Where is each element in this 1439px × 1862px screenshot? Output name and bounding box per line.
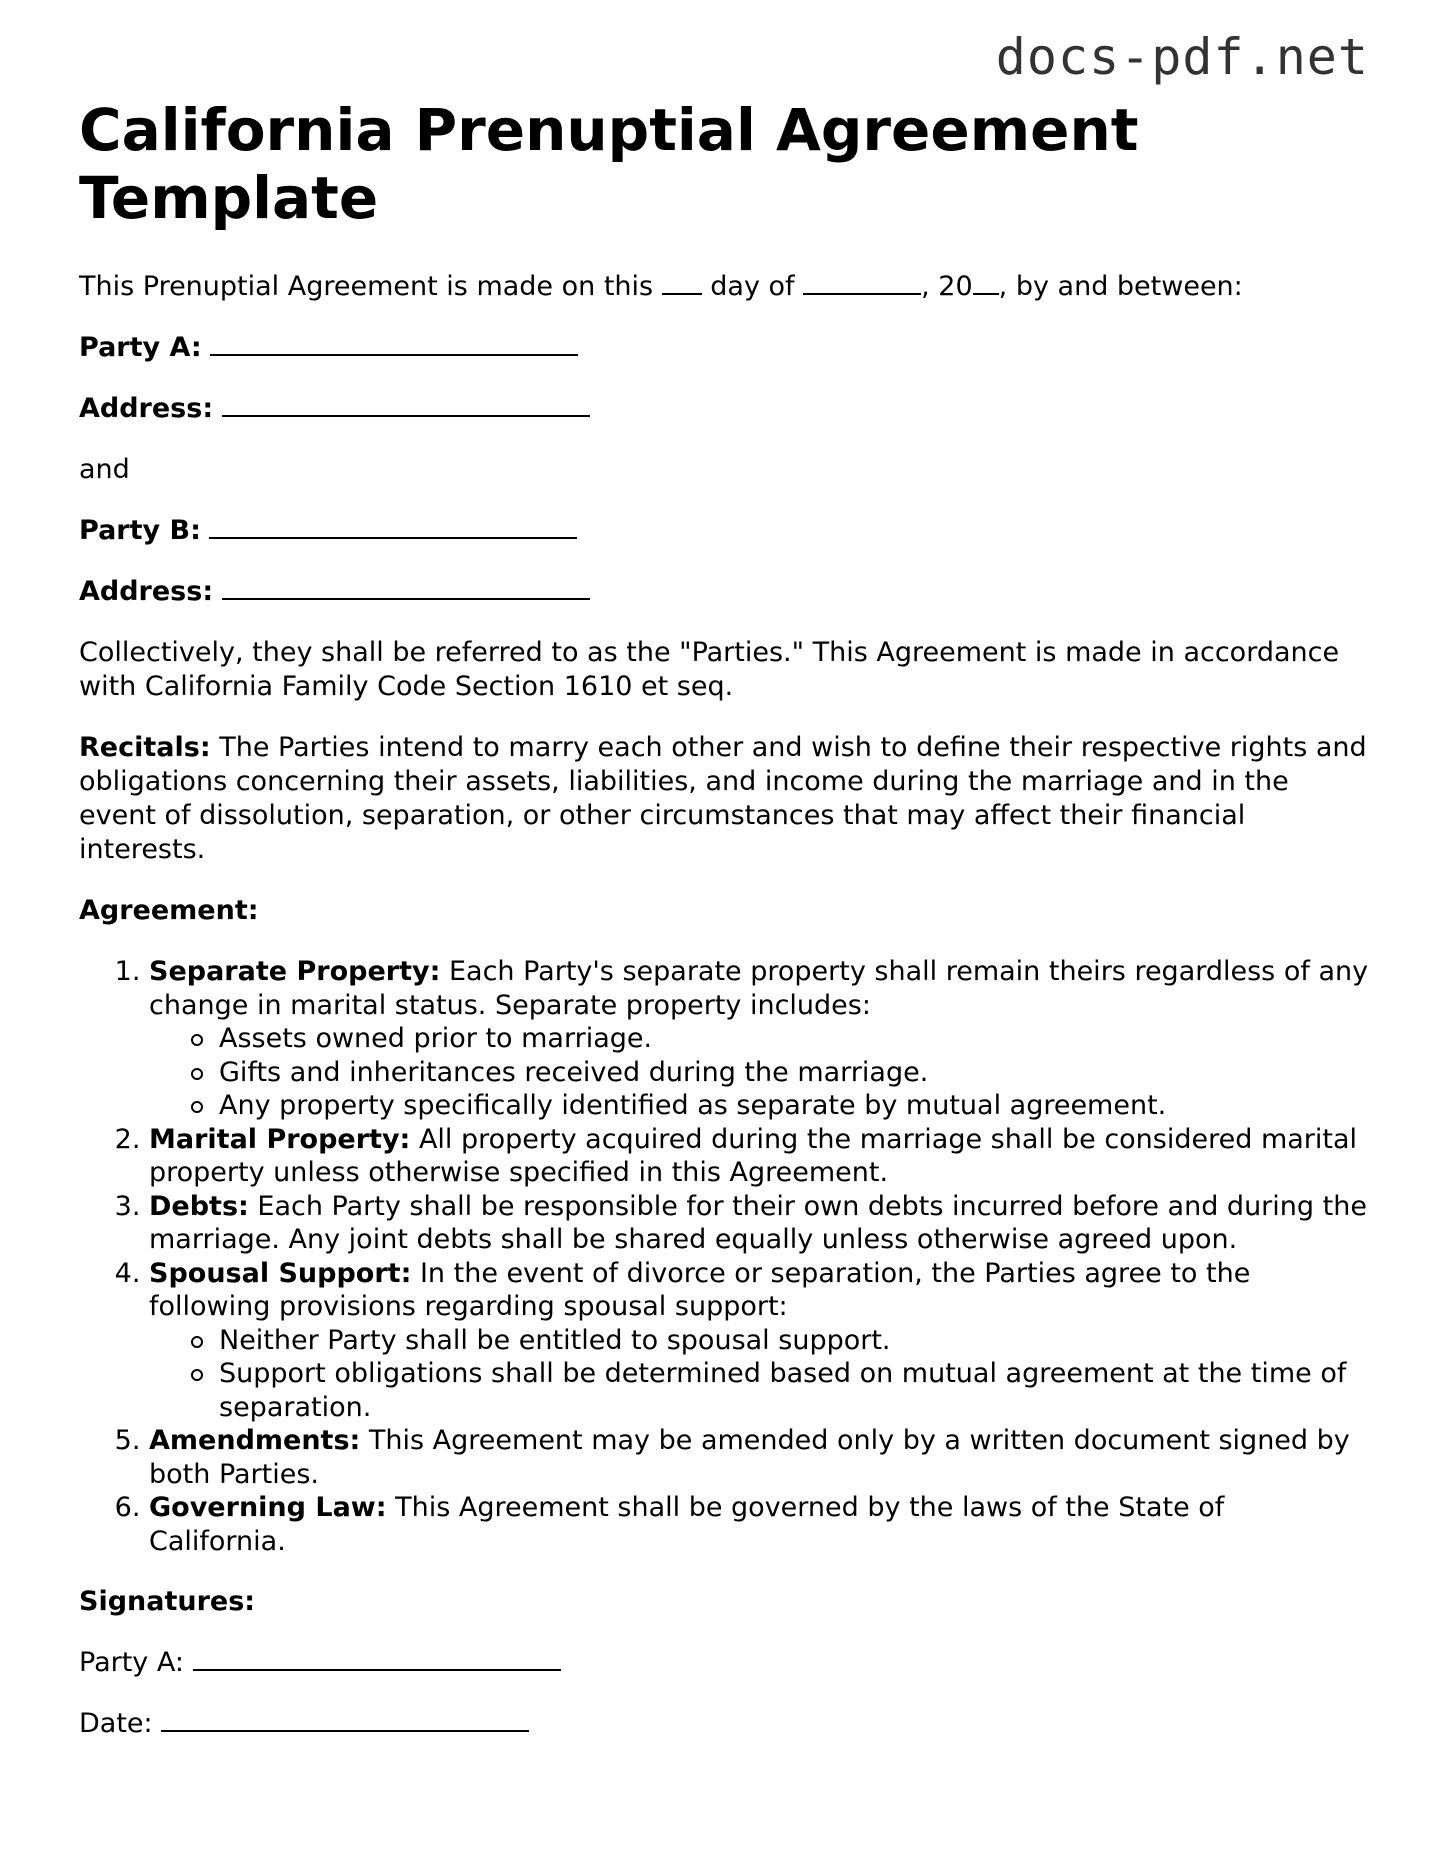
party-a-blank[interactable] bbox=[210, 332, 578, 356]
and-text: and bbox=[79, 454, 130, 485]
list-item: 6. Governing Law: This Agreement shall be governed by the laws of the State of California. bbox=[149, 1491, 1369, 1558]
sub-list-item: Any property specifically identified as separate by mutual agreement. bbox=[219, 1089, 1369, 1123]
party-a-address-field: Address: bbox=[79, 392, 1369, 426]
sub-list-item: Neither Party shall be entitled to spousal support. bbox=[219, 1324, 1369, 1358]
signature-date-field: Date: bbox=[79, 1707, 1369, 1741]
watermark: docs-pdf.net bbox=[995, 28, 1369, 86]
title-line-2: Template bbox=[79, 164, 379, 232]
agreement-list bbox=[79, 955, 1369, 1558]
party-b-blank[interactable] bbox=[209, 515, 577, 539]
signatures-heading: Signatures: bbox=[79, 1586, 256, 1617]
list-item: 4. Spousal Support: In the event of divorce or separation, the Parties agree to the following provisions regarding spousal support: Neither Party shall be entitled to spousal support. Support obligations shall be determined based on mutual agreement at the time of separation. bbox=[149, 1257, 1369, 1425]
month-blank[interactable] bbox=[803, 271, 921, 295]
list-item: 1. Separate Property: Each Party's separate property shall remain theirs regardless of any change in marital status. Separate property includes: Assets owned prior to marriage. Gifts and inheritances received during the marriage. Any property specifically identified as separate by mutual agreement. bbox=[149, 955, 1369, 1123]
intro-paragraph: This Prenuptial Agreement is made on this day of , 20 , by and between: bbox=[79, 271, 1243, 302]
list-item: 3. Debts: Each Party shall be responsible for their own debts incurred before and during the marriage. Any joint debts shall be shared equally unless otherwise agreed upon. bbox=[149, 1190, 1369, 1257]
signature-party-a-field: Party A: bbox=[79, 1646, 1369, 1680]
sub-list-item: Gifts and inheritances received during the marriage. bbox=[219, 1056, 1369, 1090]
list-item: 5. Amendments: This Agreement may be amended only by a written document signed by both Parties. bbox=[149, 1424, 1369, 1491]
year-blank[interactable] bbox=[973, 271, 999, 295]
signature-date-blank[interactable] bbox=[161, 1708, 529, 1732]
sub-list-item: Support obligations shall be determined based on mutual agreement at the time of separation. bbox=[219, 1357, 1369, 1424]
party-b-address-blank[interactable] bbox=[222, 576, 590, 600]
agreement-heading: Agreement: bbox=[79, 895, 259, 926]
document-page bbox=[79, 96, 1369, 1741]
party-b-address-field: Address: bbox=[79, 575, 1369, 609]
recitals-paragraph: Recitals: The Parties intend to marry each other and wish to define their respective rights and obligations concerning their assets, liabilities, and income during the marriage and in the event of dissolution, separation, or other circumstances that may affect their financial interests. bbox=[79, 732, 1367, 865]
document-title bbox=[79, 96, 1369, 232]
sub-list-item: Assets owned prior to marriage. bbox=[219, 1022, 1369, 1056]
party-a-address-blank[interactable] bbox=[222, 393, 590, 417]
party-a-field: Party A: bbox=[79, 331, 1369, 365]
list-item: 2. Marital Property: All property acquired during the marriage shall be considered marital property unless otherwise specified in this Agreement. bbox=[149, 1123, 1369, 1190]
title-line-1: California Prenuptial Agreement bbox=[79, 96, 1139, 164]
signature-party-a-blank[interactable] bbox=[193, 1647, 561, 1671]
party-b-field: Party B: bbox=[79, 514, 1369, 548]
sub-list bbox=[149, 1324, 1369, 1425]
collectively-paragraph: Collectively, they shall be referred to as the "Parties." This Agreement is made in accordance with California Family Code Section 1610 et seq. bbox=[79, 637, 1340, 702]
day-blank[interactable] bbox=[662, 271, 702, 295]
sub-list bbox=[149, 1022, 1369, 1123]
